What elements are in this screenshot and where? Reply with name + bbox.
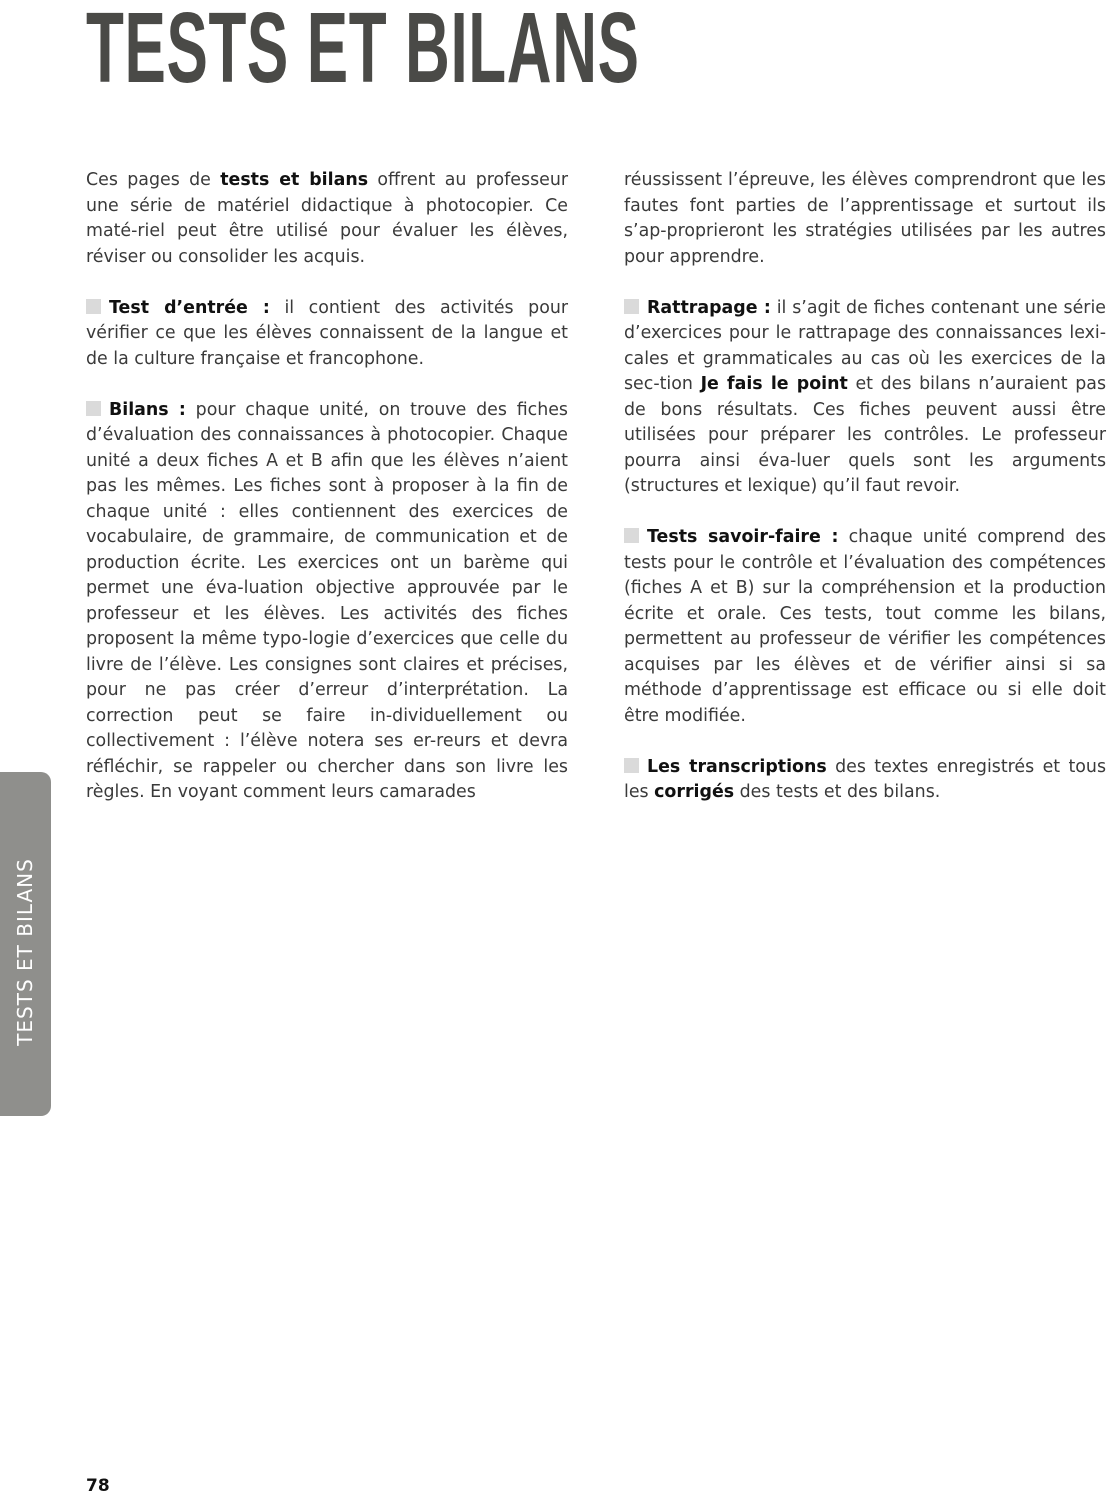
test-entree-paragraph: Test d’entrée : il contient des activités pour vérifier ce que les élèves connaissent de la langue et de la culture française et francophone. [86, 297, 569, 369]
bullet-square-icon [624, 758, 639, 773]
transcriptions-paragraph: Les transcriptions des textes enregistrés et tous les corrigés des tests et des bilans. [624, 756, 1106, 802]
savoir-faire-paragraph: Tests savoir-faire : chaque unité comprend des tests pour le contrôle et l’évaluation des compétences (fiches A et B) sur la compréhension et la production écrite et orale. Ces tests, tout comme les bilans, permettent au professeur de vérifier les compétences acquises par les élèves et de vérifier ainsi si sa méthode d’apprentissage est efficace ou si elle doit être modifiée. [624, 527, 1106, 726]
bullet-square-icon [86, 299, 101, 314]
bullet-square-icon [86, 401, 101, 416]
test-entree-label: Test d’entrée : [109, 297, 270, 318]
rattrapage-label: Rattrapage : [647, 297, 771, 318]
transcriptions-label: Les transcriptions [647, 756, 827, 777]
bullet-square-icon [624, 299, 639, 314]
rattrapage-paragraph: Rattrapage : il s’agit de fiches contenant une série d’exercices pour le rattrapage des connaissances lexi-cales et grammaticales au cas où les exercices de la sec-tion Je fais le point et des bilans n’auraient pas de bons résultats. Ces fiches peuvent aussi être utilisées pour préparer les contrôles. Le professeur pourra ainsi éva-luer quels sont les arguments (structures et lexique) qu’il faut revoir. [624, 297, 1107, 496]
bilans-continuation: réussissent l’épreuve, les élèves comprendront que les fautes font parties de l’apprentissage et surtout ils s’ap-proprieront les stratégies utilisées par les autres pour apprendre. [624, 170, 1106, 267]
je-fais-le-point-bold: Je fais le point [700, 374, 848, 394]
right-column [624, 168, 1106, 831]
bilans-paragraph: Bilans : pour chaque unité, on trouve des fiches d’évaluation des connaissances à photocopier. Chaque unité a deux fiches A et B afin que les élèves n’aient pas les mêmes. Les fiches sont à proposer à la fin de chaque unité : elles contiennent des exercices de vocabulaire, de grammaire, de communication et de production écrite. Les exercices ont un barème qui permet une éva-luation objective approuvée par le professeur et les élèves. Les activités des fiches proposent la même typo-logie d’exercices que celle du livre de l’élève. Les consignes sont claires et précises, pour ne pas créer d’erreur d’interprétation. La correction peut se faire in-dividuellement ou collectivement : l’élève notera ses er-reurs et devra réfléchir, se rappeler ou chercher dans son livre les règles. En voyant comment leurs camarades [86, 399, 568, 802]
savoir-faire-label: Tests savoir-faire : [647, 527, 839, 547]
bilans-label: Bilans : [109, 399, 186, 420]
intro-paragraph: Ces pages de tests et bilans offrent au professeur une série de matériel didactique à photocopier. Ce maté-riel peut être utilisé pour évaluer les élèves, réviser ou consolider les acquis. [86, 170, 568, 267]
intro-bold: tests et bilans [220, 170, 369, 190]
corriges-bold: corrigés [654, 782, 735, 802]
left-column [86, 168, 568, 831]
bullet-square-icon [624, 528, 639, 543]
page-title: TESTS ET BILANS [86, 0, 640, 104]
page-number: 78 [86, 1476, 110, 1496]
side-tab-label: TESTS ET BILANS [13, 858, 37, 1046]
